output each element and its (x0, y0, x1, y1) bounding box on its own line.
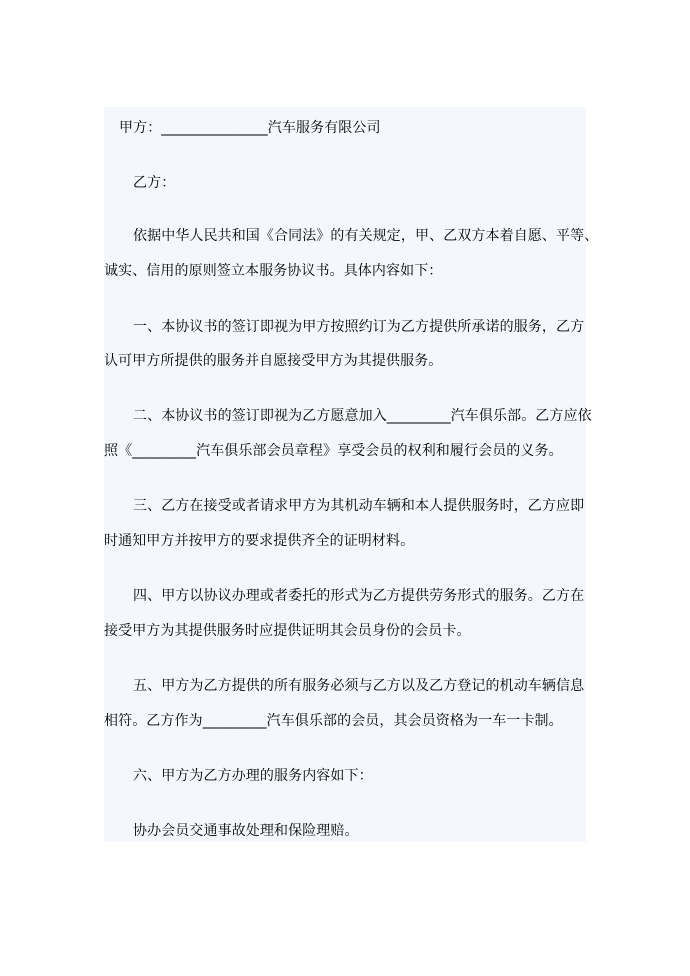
clause-2-line1: 二、本协议书的签订即视为乙方愿意加入_________汽车俱乐部。乙方应依 (133, 408, 592, 424)
clause-2-line2: 照《_________汽车俱乐部会员章程》享受会员的权利和履行会员的义务。 (104, 443, 563, 459)
clause-3-line1: 三、乙方在接受或者请求甲方为其机动车辆和本人提供服务时，乙方应即 (133, 498, 585, 514)
party-a-line: 甲方：_______________汽车服务有限公司 (119, 120, 381, 136)
clause-6-item1: 协办会员交通事故处理和保险理赔。 (133, 823, 359, 839)
clause-4-line1: 四、甲方以协议办理或者委托的形式为乙方提供劳务形式的服务。乙方在 (133, 588, 585, 604)
clause-1-line2: 认可甲方所提供的服务并自愿接受甲方为其提供服务。 (104, 353, 443, 369)
clause-1-line1: 一、本协议书的签订即视为甲方按照约订为乙方提供所承诺的服务，乙方 (133, 319, 585, 335)
party-b-line: 乙方： (133, 175, 176, 191)
clause-5-line2: 相符。乙方作为_________汽车俱乐部的会员，其会员资格为一车一卡制。 (104, 713, 563, 729)
clause-4-line2: 接受甲方为其提供服务时应提供证明其会员身份的会员卡。 (104, 623, 471, 639)
intro-paragraph-line2: 诚实、信用的原则签立本服务协议书。具体内容如下： (104, 263, 443, 279)
intro-paragraph-line1: 依据中华人民共和国《合同法》的有关规定，甲、乙双方本着自愿、平等、 (133, 228, 599, 244)
clause-6-line1: 六、甲方为乙方办理的服务内容如下： (133, 768, 373, 784)
text-block-background (104, 107, 599, 842)
clause-5-line1: 五、甲方为乙方提供的所有服务必须与乙方以及乙方登记的机动车辆信息 (133, 678, 585, 694)
clause-3-line2: 时通知甲方并按甲方的要求提供齐全的证明材料。 (104, 533, 415, 549)
